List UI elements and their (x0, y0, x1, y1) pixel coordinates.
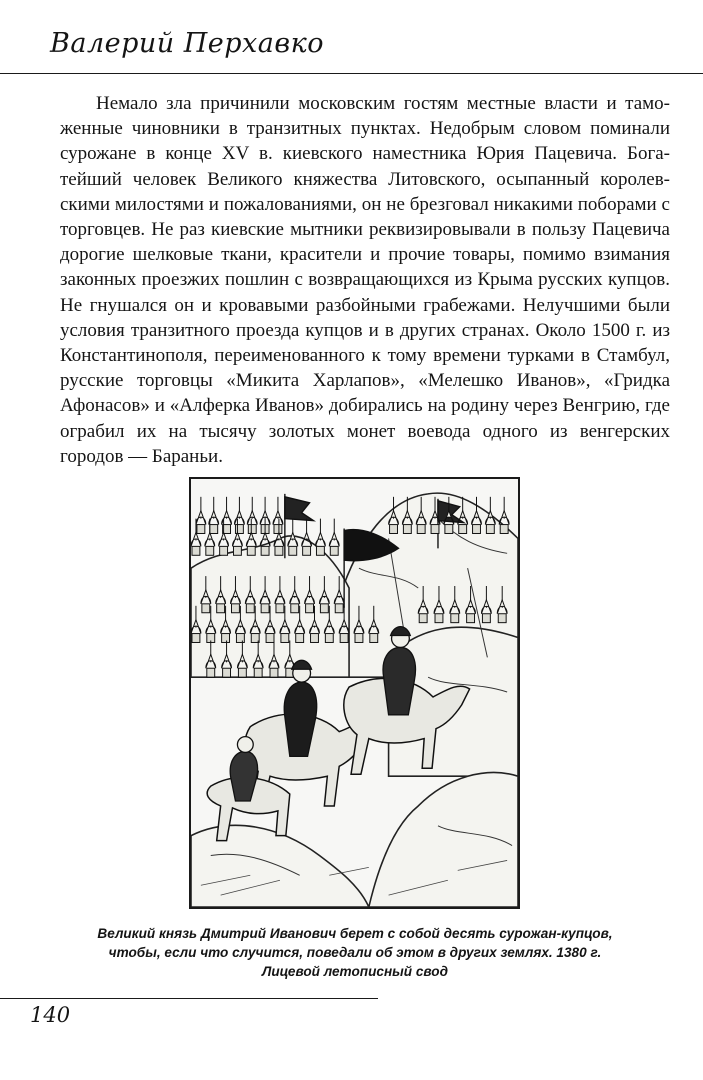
body-text (60, 91, 670, 469)
caption-line-1: Великий князь Дмитрий Иванович берет с собой десять сурожан-купцов, (97, 926, 613, 941)
figure-caption (70, 924, 640, 981)
running-title: Валерий Перхавко (50, 28, 324, 59)
body-paragraph: Немало зла причинили московским гостям местные власти и таможенные чиновники в транзитных пунктах. Недобрым словом поминали сурожане в конце XV в. киевского наместника Юрия Пацевича. Богатейший человек Великого княжества Литовского, осыпанный королевскими милостями и пожалованиями, он не брезговал никакими поборами с торговцев. Не раз киевские мытники реквизировывали в пользу Пацевича дорогие шелковые ткани, красители и прочие товары, помимо взимания законных проезжих пошлин с возвращающихся из Крыма русских купцов. Не гнушался он и кровавыми разбойными грабежами. Нелучшими были условия транзитного проезда купцов и в других странах. Около 1500 г. из Константинополя, переименованного к тому времени турками в Стамбул, русские торговцы «Микита Харлапов», «Мелешко Иванов», «Гридка Афонасов» и «Алферка Иванов» добирались на родину через Венгрию, где ограбил их на тысячу золотых монет воевода одного из венгерских городов — Бараньи. (60, 93, 670, 467)
caption-line-2: чтобы, если что случится, поведали об этом в других землях. 1380 г. (108, 945, 602, 960)
header-rule (0, 73, 703, 74)
page-number: 140 (30, 1003, 71, 1027)
caption-line-3: Лицевой летописный свод (262, 964, 448, 979)
miniature-drawing (191, 479, 518, 907)
footer-rule (0, 998, 378, 999)
miniature-illustration (189, 477, 520, 909)
